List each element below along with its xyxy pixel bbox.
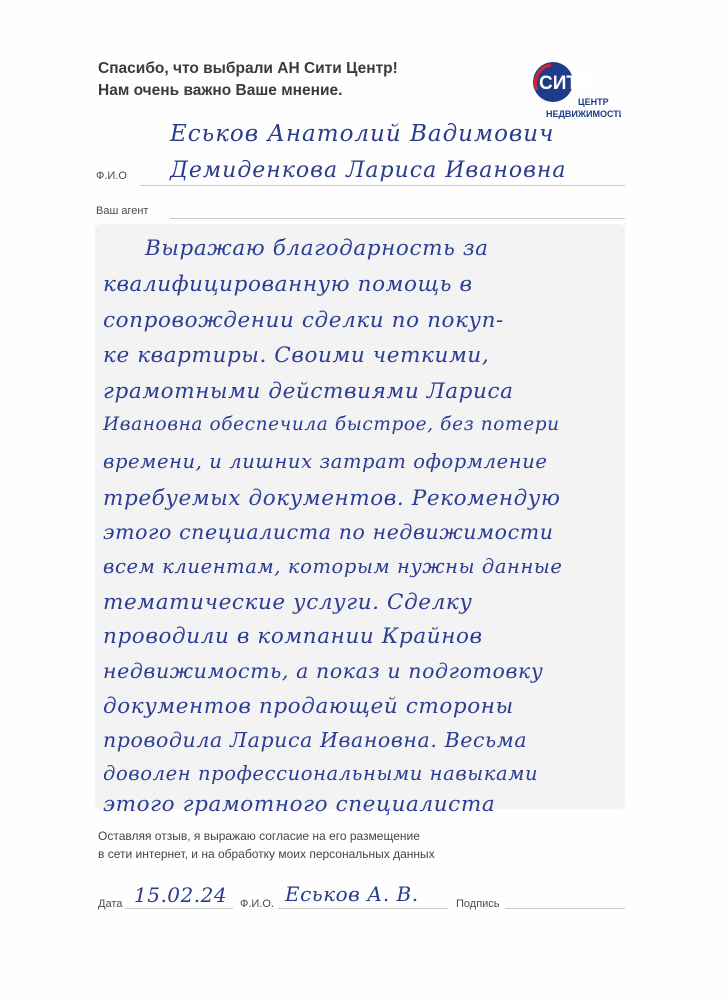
date-value: 15.02.24 [134, 883, 228, 907]
review-line: ке квартиры. Своими четкими, [103, 343, 490, 368]
review-line: требуемых документов. Рекомендую [103, 486, 561, 511]
review-line: документов продающей стороны [103, 694, 514, 719]
review-text-area [95, 224, 625, 817]
review-line: недвижимость, а показ и подготовку [103, 659, 544, 683]
signature-label: Подпись [456, 898, 500, 910]
consent-text-line1: Оставляя отзыв, я выражаю согласие на его размещение [98, 829, 420, 843]
review-line: сопровождении сделки по покуп- [103, 308, 504, 333]
header-opinion-text: Нам очень важно Ваше мнение. [98, 82, 343, 99]
review-line: грамотными действиями Лариса [103, 379, 514, 404]
review-line: Ивановна обеспечила быстрое, без потери [103, 414, 560, 435]
logo-sub1-text: ЦЕНТР [578, 97, 609, 107]
review-line: доволен профессиональными навыками [103, 762, 539, 785]
consent-text-line2: в сети интернет, и на обработку моих персональных данных [98, 847, 435, 861]
review-line: всем клиентам, которым нужны данные [103, 555, 563, 578]
company-logo [521, 60, 621, 122]
logo-sub2-text: НЕДВИЖИМОСТИ [546, 109, 621, 119]
review-line: этого специалиста по недвижимости [103, 520, 554, 544]
footer-fio-underline [278, 908, 448, 909]
agent-underline [170, 218, 625, 219]
review-line: этого грамотного специалиста [103, 792, 496, 817]
date-label: Дата [98, 898, 123, 910]
agent-label: Ваш агент [96, 205, 149, 217]
fio-underline [140, 185, 625, 186]
header-thanks-text: Спасибо, что выбрали АН Сити Центр! [98, 60, 398, 77]
logo-graphic [521, 60, 621, 122]
review-line: проводили в компании Крайнов [103, 624, 483, 649]
fio-label: Ф.И.О [96, 170, 127, 182]
review-line: времени, и лишних затрат оформление [103, 450, 548, 473]
date-underline [125, 908, 233, 909]
agent-value: Демиденкова Лариса Ивановна [170, 158, 567, 183]
review-line: квалифицированную помощь в [103, 272, 473, 297]
review-line: Выражаю благодарность за [145, 236, 489, 261]
footer-fio-label: Ф.И.О. [240, 898, 274, 910]
fio-value: Еськов Анатолий Вадимович [170, 121, 555, 147]
review-line: тематические услуги. Сделку [103, 590, 473, 615]
signature-underline [505, 908, 625, 909]
footer-fio-value: Еськов А. В. [285, 882, 419, 906]
logo-main-text: СИТИ [539, 73, 592, 94]
review-line: проводила Лариса Ивановна. Весьма [103, 728, 528, 752]
